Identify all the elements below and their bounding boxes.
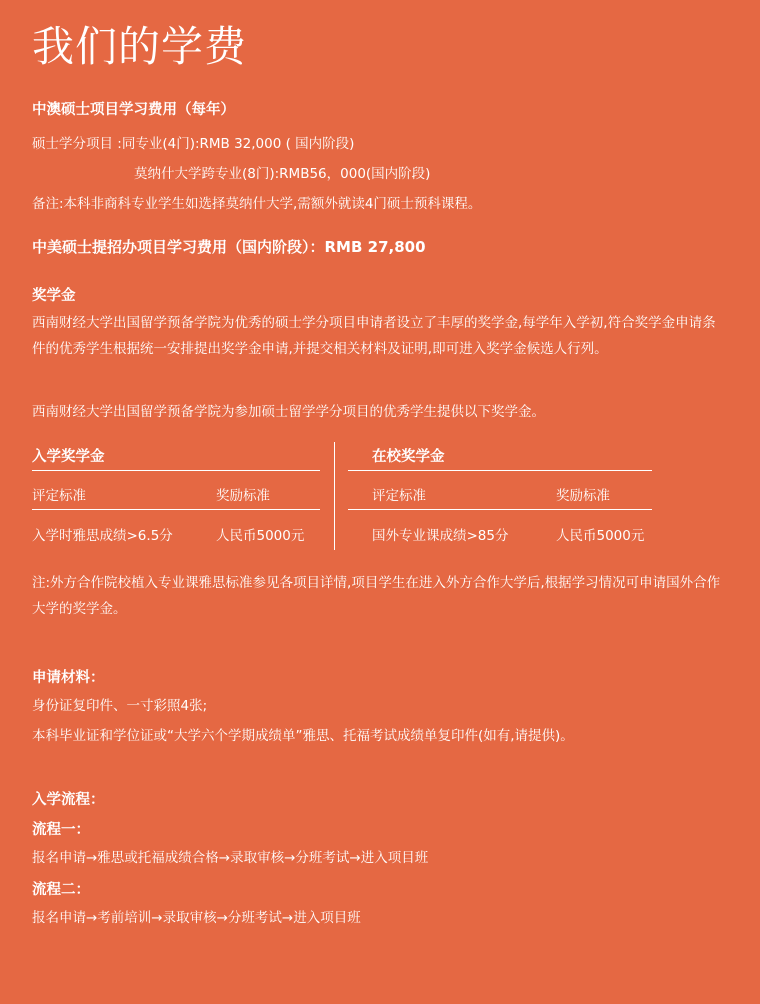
us-fee-heading: 中美硕士提招办项目学习费用（国内阶段）：RMB 27,800 (32, 238, 426, 256)
right-col-reward-header: 奖励标准 (556, 488, 610, 504)
au-fee-line-cross-major: 莫纳什大学跨专业(8门):RMB56，000(国内阶段) (134, 166, 431, 182)
process-heading: 入学流程： (32, 792, 105, 808)
scholarship-paragraph: 西南财经大学出国留学预备学院为优秀的硕士学分项目申请者设立了丰厚的奖学金,每学年入学初,符合奖学金申请条件的优秀学生根据统一安排提出奖学金申请,并提交相关材料及证明,即可进入奖学金候选人行列。 (32, 315, 716, 357)
flow-one-steps: 报名申请→雅思或托福成绩合格→录取审核→分班考试→进入项目班 (32, 850, 429, 866)
au-fee-heading: 中澳硕士项目学习费用（每年） (32, 102, 235, 118)
right-col-criteria-header: 评定标准 (372, 488, 426, 504)
materials-item-id: 身份证复印件、一寸彩照4张; (32, 698, 208, 714)
table-column-divider (334, 442, 335, 550)
scholarship-intro: 西南财经大学出国留学预备学院为参加硕士留学学分项目的优秀学生提供以下奖学金。 (32, 404, 545, 420)
au-fee-note: 备注:本科非商科专业学生如选择莫纳什大学,需额外就读4门硕士预科课程。 (32, 196, 482, 212)
table-divider (32, 509, 320, 510)
table-divider (32, 470, 320, 471)
right-row-reward: 人民币5000元 (556, 528, 645, 544)
materials-heading: 申请材料： (32, 670, 105, 686)
right-row-criteria: 国外专业课成绩>85分 (372, 528, 509, 544)
flow-two-steps: 报名申请→考前培训→录取审核→分班考试→进入项目班 (32, 910, 361, 926)
foreign-scholarship-note: 注:外方合作院校植入专业课雅思标准参见各项目详情,项目学生在进入外方合作大学后,根据学习情况可申请国外合作大学的奖学金。 (32, 575, 721, 617)
left-col-criteria-header: 评定标准 (32, 488, 86, 504)
in-school-scholarship-title: 在校奖学金 (372, 449, 445, 465)
page-title: 我们的学费 (32, 22, 248, 71)
materials-item-diploma: 本科毕业证和学位证或“大学六个学期成绩单”雅思、托福考试成绩单复印件(如有,请提供)。 (32, 728, 574, 744)
table-divider (348, 470, 652, 471)
scholarship-heading: 奖学金 (32, 288, 76, 304)
left-row-criteria: 入学时雅思成绩>6.5分 (32, 528, 173, 544)
enrollment-scholarship-title: 入学奖学金 (32, 449, 105, 465)
left-col-reward-header: 奖励标准 (216, 488, 270, 504)
left-row-reward: 人民币5000元 (216, 528, 305, 544)
au-fee-line-same-major: 硕士学分项目 :同专业(4门):RMB 32,000 ( 国内阶段) (32, 136, 355, 152)
table-divider (348, 509, 652, 510)
flow-one-label: 流程一： (32, 822, 90, 838)
flow-two-label: 流程二： (32, 882, 90, 898)
